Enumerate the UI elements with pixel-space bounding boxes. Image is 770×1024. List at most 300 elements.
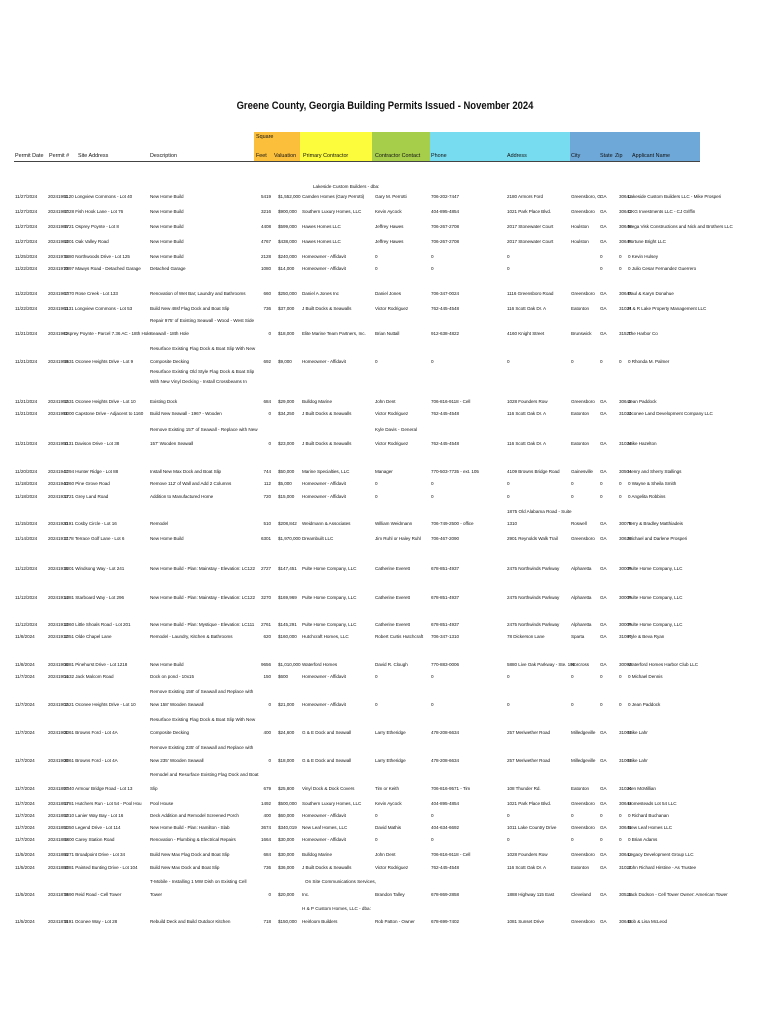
cell-city: Alpharetta xyxy=(571,595,592,600)
cell-phone: 706-347-0024 xyxy=(431,291,460,296)
cell-date: 11/12/2024 xyxy=(15,566,38,571)
cell-sqft: 1664 xyxy=(260,837,271,842)
cell-date: 11/27/2024 xyxy=(15,194,38,199)
cell-sqft: 0 xyxy=(268,331,271,336)
cell-applicant: Pulte Home Company, LLC xyxy=(628,595,683,600)
cell-valuation: $23,000 xyxy=(278,441,295,446)
cell-contact: Jeffrey Hawes xyxy=(375,224,404,229)
cell-permit: 20241987 xyxy=(48,209,69,214)
cell-desc: Build New Max Flag Dock and Boat Slip xyxy=(150,852,230,857)
col-contractor-contact: Contractor Contact xyxy=(375,153,421,159)
cell-valuation: $25,800 xyxy=(278,786,295,791)
cell-contractor: Homeowner - Affidavit xyxy=(302,837,346,842)
cell-valuation: $240,000 xyxy=(278,254,297,259)
cell-phone: 0 xyxy=(431,359,434,364)
cell-contractor: G & E Dock and Seawall xyxy=(302,758,352,763)
cell-sqft: 1080 xyxy=(260,266,271,271)
cell-phone: 706-467-2090 xyxy=(431,536,460,541)
cell-desc: New Home Build - Plan: Mainstay - Elevation: LC122 xyxy=(150,566,255,571)
cell-sqft: 2128 xyxy=(260,254,271,259)
cell-site: 1120 Longview Commons - Lot 40 xyxy=(64,194,133,199)
cell-contractor: Inc. xyxy=(302,892,310,897)
cell-address: 78 Dickerson Lane xyxy=(507,634,545,639)
cell-applicant: John Richard Hirstine - As Trustee xyxy=(628,865,697,870)
cell-permit: 20241940 xyxy=(48,481,69,486)
cell-address: 2017 Stonewater Court xyxy=(507,239,554,244)
cell-address: 1888 Highway 115 East xyxy=(507,892,555,897)
cell-zip: 30629 xyxy=(619,536,632,541)
cell-valuation: $900,000 xyxy=(278,209,297,214)
cell-site: 1781 Hutchers Run - Lot 54 - Pool Hou xyxy=(64,801,142,806)
cell-state: GA xyxy=(600,801,607,806)
cell-phone: 706-749-2500 - office xyxy=(431,521,474,526)
cell-applicant: Legacy Development Group LLC xyxy=(628,852,694,857)
cell-desc: New Home Build xyxy=(150,662,184,667)
cell-contact: Catherine Everett xyxy=(375,566,410,571)
cell-contractor: Homeowner - Affidavit xyxy=(302,813,346,818)
cell-desc: Renovation of Wet Bar; Laundry and Bathrooms xyxy=(150,291,246,296)
cell-date: 11/27/2024 xyxy=(15,239,38,244)
cell-contact: 0 xyxy=(375,494,378,499)
cell-zip: 30642 xyxy=(619,194,632,199)
cell-address: 116 Scott Oak Dr. A xyxy=(507,865,547,870)
cell-site: 1178 Terrace Golf Lane - Lot 6 xyxy=(64,536,125,541)
cell-address: 2180 Armors Ford xyxy=(507,194,543,199)
cell-contractor: Bulldog Marine xyxy=(302,399,332,404)
cell-zip: 30642 xyxy=(619,209,632,214)
cell-city: Houlston xyxy=(571,239,589,244)
cell-sqft: 620 xyxy=(263,634,271,639)
cell-phone: 770-503-7735 - ext. 105 xyxy=(431,469,479,474)
cell-contact: Tim or Keith xyxy=(375,786,399,791)
cell-site: 1531 Oconee Heights Drive - Lot 9 xyxy=(64,359,134,364)
cell-applicant: Bob & Lisa McLeod xyxy=(628,919,667,924)
cell-applicant: Jean Paddock xyxy=(628,399,657,404)
cell-contractor: Pulte Home Company, LLC xyxy=(302,566,357,571)
cell-contact: David Mathis xyxy=(375,825,401,830)
cell-state: 0 xyxy=(600,359,603,364)
cell-valuation: $14,000 xyxy=(278,266,295,271)
cell-city: 0 xyxy=(571,674,574,679)
col-primary-contractor: Primary Contractor xyxy=(303,153,349,159)
cell-zip: 31520 xyxy=(619,331,632,336)
cell-city: Greensboro xyxy=(571,399,595,404)
cell-address: 1028 Founders Row xyxy=(507,399,548,404)
cell-applicant: Waterford Homes Harbor Club LLC xyxy=(628,662,699,667)
cell-permit: 20241914 xyxy=(48,595,69,600)
cell-permit: 20241985 xyxy=(48,224,69,229)
cell-sqft: 0 xyxy=(268,892,271,897)
cell-city: Greensboro xyxy=(571,536,595,541)
cell-permit: 20241892 xyxy=(48,813,69,818)
cell-phone: 0 xyxy=(431,266,434,271)
cell-valuation: $37,000 xyxy=(278,306,295,311)
cell-city: Greensboro xyxy=(571,209,595,214)
cell-valuation: $145,291 xyxy=(278,622,297,627)
cell-state: 0 xyxy=(600,674,603,679)
cell-permit: 20241915 xyxy=(48,566,69,571)
cell-sqft: 718 xyxy=(263,919,271,924)
cell-sqft: 2761 xyxy=(260,622,271,627)
cell-contractor: Homeowner - Affidavit xyxy=(302,359,346,364)
cell-desc: Tower xyxy=(150,892,163,897)
cell-zip: 0 xyxy=(619,266,622,271)
cell-date: 11/7/2024 xyxy=(15,730,35,735)
cell-desc: Rebuild Deck and Build Outdoor Kitchen xyxy=(150,919,231,924)
cell-site: 3061 Browns Ford - Lot 4A xyxy=(64,730,118,735)
cell-contractor: Homeowner - Affidavit xyxy=(302,702,346,707)
cell-date: 11/7/2024 xyxy=(15,825,35,830)
cell-contact: 0 xyxy=(375,254,378,259)
continuation-line: T-Mobile - Installing 1 MW Dish on Existing Cell xyxy=(150,879,247,884)
cell-date: 11/5/2024 xyxy=(15,919,35,924)
cell-contractor: Camden Homes (Gary Perrotti) xyxy=(302,194,365,199)
cell-desc: Slip xyxy=(150,786,158,791)
cell-date: 11/27/2024 xyxy=(15,209,38,214)
cell-valuation: $5,000 xyxy=(278,481,292,486)
cell-city: 0 xyxy=(571,837,574,842)
cell-valuation: $250,000 xyxy=(278,291,297,296)
cell-valuation: $60,000 xyxy=(278,813,295,818)
cell-desc: New Home Build xyxy=(150,224,184,229)
cell-desc: 157' Wooden Seawall xyxy=(150,441,194,446)
cell-contact: Manager xyxy=(375,469,393,474)
cell-sqft: 4408 xyxy=(260,224,271,229)
cell-date: 11/22/2024 xyxy=(15,291,38,296)
cell-address: 108 Thunder Rd. xyxy=(507,786,541,791)
cell-contact: Kevin Aycock xyxy=(375,209,402,214)
cell-sqft: 400 xyxy=(263,730,271,735)
cell-valuation: $1,970,000 xyxy=(278,536,301,541)
cell-phone: 0 xyxy=(431,837,434,842)
cell-sqft: 2727 xyxy=(260,566,271,571)
cell-site: 1051 Olde Chapel Lane xyxy=(64,634,112,639)
cell-contact: Catherine Everett xyxy=(375,595,410,600)
cell-phone: 678-851-4937 xyxy=(431,622,460,627)
cell-date: 11/7/2024 xyxy=(15,813,35,818)
cell-contact: 0 xyxy=(375,359,378,364)
cell-date: 11/21/2024 xyxy=(15,441,38,446)
cell-address: 5880 Live Oak Parkway - Ste. 180 xyxy=(507,662,576,667)
cell-applicant: New Leaf Homes LLC xyxy=(628,825,673,830)
cell-zip: 0 xyxy=(619,837,622,842)
cell-applicant: The Harbor Co xyxy=(628,331,658,336)
cell-address: 2475 Northwinds Parkway xyxy=(507,595,560,600)
cell-zip: 0 xyxy=(619,359,622,364)
cell-address: 4160 Knight Street xyxy=(507,331,545,336)
cell-site: 1050 Legend Drive - Lot 114 xyxy=(64,825,121,830)
cell-date: 11/21/2024 xyxy=(15,411,38,416)
cell-contractor: Weidmann & Associates xyxy=(302,521,351,526)
cell-state: GA xyxy=(600,634,607,639)
cell-zip: 30009 xyxy=(619,622,632,627)
cell-contractor: Southern Luxury Homes, LLC xyxy=(302,801,362,806)
cell-permit: 20241879 xyxy=(48,892,69,897)
cell-contractor: Hawes Homes LLC xyxy=(302,239,341,244)
cell-date: 11/21/2024 xyxy=(15,399,38,404)
cell-permit: 20241880 xyxy=(48,865,69,870)
cell-date: 11/18/2024 xyxy=(15,494,38,499)
cell-zip: 30093 xyxy=(619,662,632,667)
cell-desc: Remodel xyxy=(150,521,169,526)
continuation-line: Lakeside Custom Builders - dba: xyxy=(313,184,380,189)
cell-state: 0 xyxy=(600,837,603,842)
cell-zip: 0 xyxy=(619,254,622,259)
cell-zip: 30642 xyxy=(619,801,632,806)
col-state: State xyxy=(600,153,613,159)
cell-sqft: 3270 xyxy=(260,595,271,600)
cell-address: 1028 Founders Row xyxy=(507,852,548,857)
cell-city: Eatonton xyxy=(571,411,589,416)
cell-address: 0 xyxy=(507,702,510,707)
cell-applicant: Mega Visk Constructions and Nick and Brothers LLC xyxy=(628,224,733,229)
cell-site: 1131 Longview Commons - Lot 53 xyxy=(64,306,133,311)
cell-permit: 20241950 xyxy=(48,441,69,446)
cell-contractor: Homeowner - Affidavit xyxy=(302,481,346,486)
cell-phone: 706-816-9571 - Tim xyxy=(431,786,471,791)
cell-state: GA xyxy=(600,291,607,296)
cell-contact: William Weidmann xyxy=(375,521,413,526)
cell-address: 2901 Reynolds Walk Trail xyxy=(507,536,558,541)
cell-permit: 20241904 xyxy=(48,674,69,679)
cell-valuation: $500,000 xyxy=(278,801,297,806)
cell-valuation: $150,000 xyxy=(278,919,297,924)
cell-applicant: R & R Lake Property Management LLC xyxy=(628,306,707,311)
continuation-line: Resurface Existing Old Style Flag Dock & Boat Slip xyxy=(150,369,255,374)
cell-zip: 30642 xyxy=(619,852,632,857)
cell-date: 11/5/2024 xyxy=(15,892,35,897)
cell-state: GA xyxy=(600,469,607,474)
cell-valuation: $34,250 xyxy=(278,411,295,416)
cell-applicant: CKG Investments LLC - CJ Griffin xyxy=(628,209,696,214)
cell-valuation: $50,000 xyxy=(278,469,295,474)
cell-date: 11/8/2024 xyxy=(15,634,35,639)
header-divider xyxy=(14,161,700,162)
cell-state: 0 xyxy=(600,254,603,259)
col-city: City xyxy=(571,153,581,159)
cell-permit: 20241920 xyxy=(48,521,69,526)
cell-applicant: Mike Lahr xyxy=(628,758,648,763)
cell-contact: Jim Ruhl or Haley Ruhl xyxy=(375,536,421,541)
cell-applicant: 0 Jean Paddock xyxy=(628,702,661,707)
cell-desc: Seawall - 18th Hole xyxy=(150,331,189,336)
cell-valuation: $438,000 xyxy=(278,239,297,244)
cell-contact: Victor Rodriguez xyxy=(375,865,409,870)
cell-contractor: Homeowner - Affidavit xyxy=(302,674,346,679)
cell-site: 1521 Oconee Heights Drive - Lot 10 xyxy=(64,702,136,707)
cell-zip: 0 xyxy=(619,494,622,499)
cell-date: 11/27/2024 xyxy=(15,224,38,229)
cell-phone: 478-208-6634 xyxy=(431,730,460,735)
cell-applicant: Oconee Land Development Company LLC xyxy=(628,411,713,416)
cell-applicant: Terry & Bradley Matthiadeis xyxy=(628,521,683,526)
cell-zip: 31024 xyxy=(619,411,632,416)
cell-phone: 762-445-4548 xyxy=(431,441,460,446)
cell-city: Eatonton xyxy=(571,786,589,791)
cell-phone: 404-895-4854 xyxy=(431,209,460,214)
cell-sqft: 510 xyxy=(263,521,271,526)
col-phone: Phone xyxy=(431,153,447,159)
cell-date: 11/18/2024 xyxy=(15,481,38,486)
col-site-address: Site Address xyxy=(78,153,109,159)
cell-applicant: Mike Hazelton xyxy=(628,441,657,446)
cell-city: Greensboro xyxy=(571,825,595,830)
cell-phone: 678-869-2858 xyxy=(431,892,460,897)
cell-contact: 0 xyxy=(375,481,378,486)
cell-desc: Pool House xyxy=(150,801,174,806)
cell-contractor: Hawes Homes LLC xyxy=(302,224,341,229)
cell-desc: Build New Max Dock and Boat Slip xyxy=(150,865,220,870)
cell-desc: Install New Max Dock and Boat Slip xyxy=(150,469,222,474)
cell-city: Alpharetta xyxy=(571,566,592,571)
cell-zip: 30009 xyxy=(619,566,632,571)
cell-sqft: 112 xyxy=(263,481,271,486)
continuation-line: Remove Existing 157' of Seawall - Replace with New xyxy=(150,427,258,432)
cell-address: 2475 Northwinds Parkway xyxy=(507,622,560,627)
cell-valuation: $18,000 xyxy=(278,331,295,336)
cell-city: 0 xyxy=(571,702,574,707)
cell-desc: Remove 112' of Wall and Add 2 Columns xyxy=(150,481,232,486)
cell-site: 2897 Mawys Road - Detached Garage xyxy=(64,266,141,271)
cell-address: 1310 xyxy=(507,521,518,526)
cell-phone: 912-638-4822 xyxy=(431,331,460,336)
cell-date: 11/7/2024 xyxy=(15,786,35,791)
cell-site: 1191 Oconee Way - Lot 28 xyxy=(64,919,118,924)
cell-desc: Composite Decking xyxy=(150,359,189,364)
cell-contact: Brandon Talley xyxy=(375,892,405,897)
cell-desc: New Home Build - Plan: Hamilton - Slab xyxy=(150,825,230,830)
cell-sqft: 0 xyxy=(268,411,271,416)
cell-sqft: 736 xyxy=(263,865,271,870)
cell-permit: 20241897 xyxy=(48,786,69,791)
cell-contact: Daniel Jones xyxy=(375,291,401,296)
cell-address: 2017 Stonewater Court xyxy=(507,224,554,229)
cell-applicant: Kyle & Beva Ryan xyxy=(628,634,665,639)
cell-phone: 706-347-1310 xyxy=(431,634,460,639)
continuation-line: 1875 Old Alabama Road - Suite xyxy=(507,509,572,514)
cell-sqft: 720 xyxy=(263,494,271,499)
cell-zip: 31061 xyxy=(619,758,632,763)
page-title: Greene County, Georgia Building Permits Issued - November 2024 xyxy=(236,100,534,112)
cell-applicant: 0 Brian Adams xyxy=(628,837,658,842)
cell-site: 1400 Carey Station Road xyxy=(64,837,115,842)
cell-site: 1294 Hunter Ridge - Lot 88 xyxy=(64,469,119,474)
cell-date: 11/7/2024 xyxy=(15,674,35,679)
cell-permit: 20241962 xyxy=(48,331,69,336)
cell-applicant: Mike Lahr xyxy=(628,730,648,735)
continuation-line: Remove Existing 158' of Seawall and Replace with xyxy=(150,689,254,694)
cell-sqft: 684 xyxy=(263,399,271,404)
cell-address: 116 Scott Oak Dr. A xyxy=(507,441,547,446)
cell-permit: 20241917 xyxy=(48,536,69,541)
cell-applicant: 0 Wayne & Sheila Smith xyxy=(628,481,677,486)
cell-valuation: $24,600 xyxy=(278,730,295,735)
cell-contact: 0 xyxy=(375,702,378,707)
cell-sqft: 3216 xyxy=(260,209,271,214)
cell-phone: 706-267-2708 xyxy=(431,224,460,229)
cell-valuation: $21,000 xyxy=(278,702,295,707)
cell-zip: 0 xyxy=(619,702,622,707)
col-valuation: Valuation xyxy=(274,153,297,159)
cell-state: GA xyxy=(600,786,607,791)
cell-city: Milledgeville xyxy=(571,730,596,735)
cell-date: 11/21/2024 xyxy=(15,359,38,364)
cell-city: Cleveland xyxy=(571,892,591,897)
cell-site: 1081 Pinehurst Drive - Lot 1218 xyxy=(64,662,128,667)
cell-address: 257 Meriwether Road xyxy=(507,758,550,763)
cell-contact: Kevin Aycock xyxy=(375,801,402,806)
cell-applicant: 0 Julio Cesar Fernandez Guerrero xyxy=(628,266,697,271)
cell-city: Alpharetta xyxy=(571,622,592,627)
col-feet: Feet xyxy=(256,153,267,159)
cell-permit: 20241975 xyxy=(48,254,69,259)
cell-permit: 20241886 xyxy=(48,852,69,857)
cell-zip: 0 xyxy=(619,813,622,818)
cell-city: Greensboro xyxy=(571,852,595,857)
cell-desc: New Home Build xyxy=(150,254,184,259)
cell-valuation: $9,000 xyxy=(278,359,292,364)
cell-desc: Remodel - Laundry, Kitchen & Bathrooms xyxy=(150,634,233,639)
cell-address: 4109 Browns Bridge Road xyxy=(507,469,560,474)
cell-state: 0 xyxy=(600,702,603,707)
cell-zip: 30076 xyxy=(619,521,632,526)
cell-applicant: 0 Rhonda M. Palmer xyxy=(628,359,670,364)
cell-zip: 0 xyxy=(619,674,622,679)
cell-phone: 0 xyxy=(431,674,434,679)
cell-contact: Victor Rodriguez xyxy=(375,411,409,416)
cell-permit: 20241963 xyxy=(48,306,69,311)
cell-contact: Gary M. Perrotti xyxy=(375,194,407,199)
cell-date: 11/8/2024 xyxy=(15,662,35,667)
col-applicant-name: Applicant Name xyxy=(632,153,671,159)
cell-desc: New Home Build - Plan: Mystique - Elevation: LC111 xyxy=(150,622,255,627)
cell-contractor: Homeowner - Affidavit xyxy=(302,266,346,271)
cell-address: 2475 Northwinds Parkway xyxy=(507,566,560,571)
cell-phone: 762-445-4548 xyxy=(431,306,460,311)
cell-applicant: Homesteads Lot 54 LLC xyxy=(628,801,677,806)
cell-zip: 30009 xyxy=(619,595,632,600)
cell-contractor: Pulte Home Company, LLC xyxy=(302,622,357,627)
cell-phone: 706-267-2708 xyxy=(431,239,460,244)
cell-phone: 762-445-4548 xyxy=(431,411,460,416)
cell-city: Brunswick xyxy=(571,331,592,336)
cell-valuation: $599,000 xyxy=(278,224,297,229)
cell-permit: 20241891 xyxy=(48,825,69,830)
cell-date: 11/5/2024 xyxy=(15,865,35,870)
cell-city: Houlston xyxy=(571,224,589,229)
cell-state: GA xyxy=(600,331,607,336)
cell-contact: Victor Rodriguez xyxy=(375,441,409,446)
cell-date: 11/20/2024 xyxy=(15,469,38,474)
cell-contractor: Marine Specialties, LLC xyxy=(302,469,350,474)
continuation-line: With New Vinyl Decking - Install Crossbeams In xyxy=(150,379,247,384)
cell-state: GA xyxy=(600,239,607,244)
continuation-line: Remodel and Resurface Existing Flag Dock and Boat xyxy=(150,772,259,777)
cell-sqft: 4767 xyxy=(260,239,271,244)
cell-permit: 20241933 xyxy=(48,494,69,499)
cell-sqft: 5419 xyxy=(260,194,271,199)
cell-zip: 30648 xyxy=(619,224,632,229)
cell-zip: 31024 xyxy=(619,786,632,791)
cell-permit: 20241900 xyxy=(48,758,69,763)
cell-phone: 762-445-4548 xyxy=(431,865,460,870)
cell-desc: New Home Build xyxy=(150,536,184,541)
cell-address: 0 xyxy=(507,266,510,271)
cell-phone: 478-208-6634 xyxy=(431,758,460,763)
continuation-line: On Site Communications Services, xyxy=(305,879,376,884)
cell-contractor: Vinyl Dock & Dock Covers xyxy=(302,786,355,791)
cell-state: GA xyxy=(600,622,607,627)
